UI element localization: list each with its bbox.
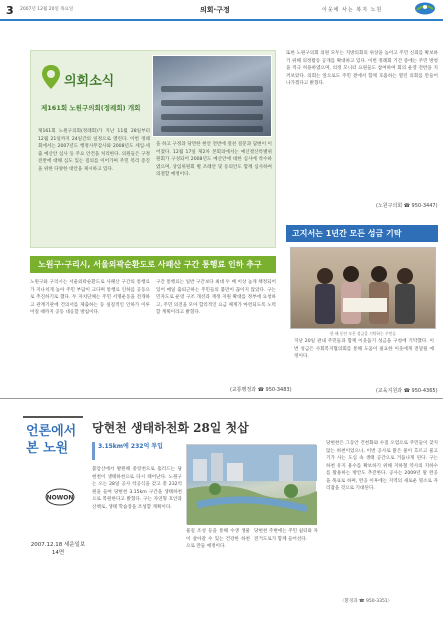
page-number: 3 <box>6 4 14 17</box>
map-pin-icon <box>41 64 61 90</box>
eco-body-col2: 물길 조성 등을 통해 수생 생물이 살아갈 수 있는 건강한 하천으로 만들 예정이다. <box>186 529 250 549</box>
donation-headline-banner <box>286 225 438 242</box>
toll-body-col1: 노원구와 구리시는 서울외곽순환도로 사패산 구간의 통행료가 지나치게 높아 주민 부담이 크다며 통행료 인하를 공동으로 추진하기로 했다. 두 자치단체는 주민 서명운동을 전개하고 관계기관에 건의서를 제출하는 등 실질적인 인하가 이루어질 때까지 공동 대응할 방침이다. <box>30 280 150 315</box>
issue-date: 2007년 12월 20일 목요일 <box>20 7 74 12</box>
donation-headline: 고지서는 1년간 모든 성금 기탁 <box>292 229 402 238</box>
donation-contact: (교육지원과 ☎ 950-4365) <box>376 388 438 394</box>
toll-contact: (교통행정과 ☎ 950-3483) <box>230 387 292 393</box>
eco-body-col4: 당현천은 그동안 건천화와 수질 오염으로 주민들이 찾지 않는 하천이었으나, 이번 공사로 맑은 물이 흐르고 물고기가 사는 도심 속 생태 공간으로 거듭나게 된다. 구는 하천 유지 용수를 확보하기 위해 지하철 역사의 지하수를 활용하는 방안도 추진한다. 공사는 2009년 말 완공을 목표로 하며, 완공 이후에는 지역의 새로운 명소로 자리잡을 것으로 기대된다. <box>326 441 438 491</box>
donation-photo <box>290 247 436 329</box>
council-subtitle: 제161회 노원구의회(정례회) 개회 <box>41 104 141 112</box>
news-corner-title: 언론에서 본 노원 <box>26 424 77 456</box>
council-contact: (노원구의회 ☎ 950-3447) <box>376 203 438 209</box>
council-body-col2: 을 하고 구정과 당면한 현안 전반에 걸친 질문과 답변이 이어졌다. 12월 17일 제2차 본회의에서는 예산결산특별위원회가 구성되어 2008년도 예산안에 대한 심사에 착수하였으며, 상임위원회 별 조례안 및 동의안도 함께 심사하여 의결할 예정이다. <box>156 142 272 177</box>
stream-rendering-photo <box>186 444 316 524</box>
eco-stream-lead: 3.15km에 232억 투입 <box>98 443 163 450</box>
toll-headline-banner <box>30 256 276 273</box>
donation-photo-caption: 한 해 동안 모은 성금을 기탁하는 주민들 <box>330 331 396 336</box>
header-rule <box>0 19 443 21</box>
toll-body-col2: 구간 통행료는 일반 구간보다 최대 두 배 이상 높게 책정되어 있어 매일 출퇴근하는 주민들의 불만이 끊이지 않았다. 구는 민자도로 운영 구조 개선과 재정 지원 확대를 정부에 요청하고, 주민 의견을 모아 합리적인 요금 체계가 마련되도록 노력할 계획이라고 밝혔다. <box>156 280 276 315</box>
eco-contact: 〈환경과 ☎ 950-3351〉 <box>340 599 393 604</box>
news-corner-date: 2007.12.18 세운일보 14면 <box>30 542 86 556</box>
stream-scene <box>187 445 317 525</box>
eco-stream-title: 당현천 생태하천화 28일 첫삽 <box>92 421 249 435</box>
district-logo-icon <box>413 1 437 16</box>
lead-bar <box>92 442 95 460</box>
council-body-col3: 또한 노원구의회 의원 모두는 지방의회의 위상을 높이고 주민 신뢰를 확보하기 위해 의정활동 공개를 확대하고 있다. 이번 정례회 기간 중에는 주민 방청을 적극 허용하였으며, 의정 모니터 요원들도 참여하여 회의 운영 전반을 지켜보았다. 의회는 앞으로도 주민 곁에서 함께 호흡하는 열린 의회를 만들어 나가겠다고 밝혔다. <box>286 51 438 86</box>
eco-body-col3: 당현천 주변에는 주민 쉼터와 자전거도로가 함께 들어선다. <box>254 529 318 542</box>
section-divider <box>0 398 443 399</box>
donation-body: 지난 20일 관내 주민들과 함께 이웃돕기 성금을 구청에 기탁했다. 이번 성금은 사회복지협의회를 통해 도움이 필요한 이웃에게 전달될 예정이다. <box>294 339 434 359</box>
slogan: 이웃에 사는 복지 노원 <box>322 7 383 13</box>
eco-body-col1: 불암산에서 발원해 중랑천으로 흘러드는 당현천이 생태하천으로 다시 태어난다. 노원구는 오는 28일 공사 착공식을 갖고 총 232억원을 들여 당현천 3.15km 구간을 생태하천으로 복원한다고 밝혔다. 구는 자연형 호안과 산책로, 생태 학습장을 조성할 계획이다. <box>92 467 182 510</box>
svg-text:NOWON: NOWON <box>46 494 74 502</box>
nowon-logo-icon <box>45 488 75 506</box>
council-title: 의회소식 <box>64 74 115 89</box>
section-title: 의회·구정 <box>200 6 230 14</box>
toll-headline: 노원구·구리시, 서울외곽순환도로 사패산 구간 통행료 인하 추구 <box>38 260 262 269</box>
council-body-col1: 제161회 노원구의회(정례회)가 지난 11월 28일부터 12월 21일까지 24일간의 일정으로 열린다. 이번 정례회에서는 2007년도 행정사무감사와 2008년도 세입·세출 예산안 심사 등 주요 안건을 처리한다. 의원들은 구정 전반에 대해 심도 있는 질의를 이어가며 주민 복리 증진을 위한 다양한 대안을 제시하고 있다. <box>38 129 150 172</box>
donation-photo-people <box>291 248 437 330</box>
council-session-photo <box>152 55 272 137</box>
